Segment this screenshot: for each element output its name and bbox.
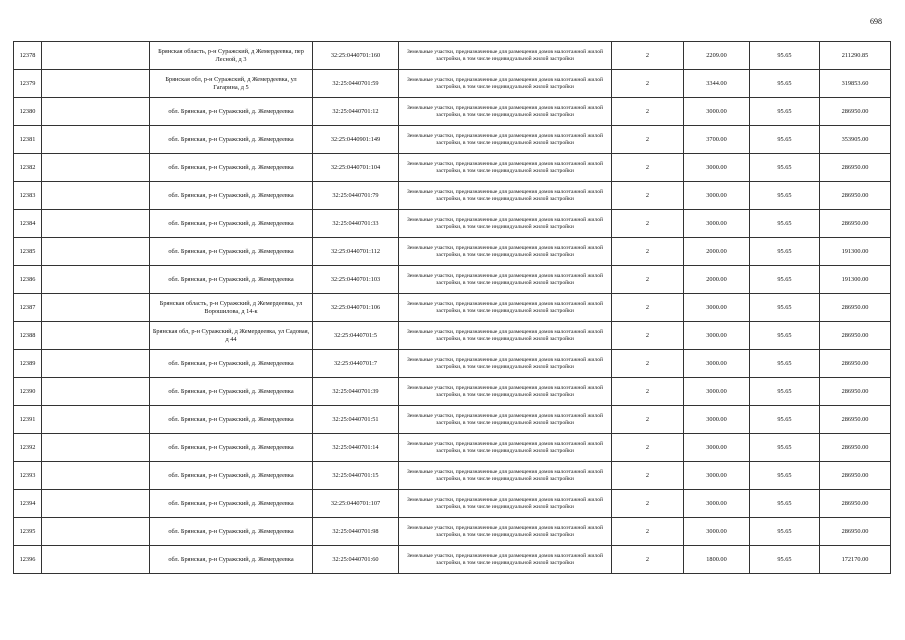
row-id-cell: 12396 [14,546,42,574]
empty-cell [42,126,150,154]
land-purpose-cell: Земельные участки, предназначенные для размещения домов малоэтажной жилой застройки, в том числе индивидуальной жилой застройки [399,518,612,546]
area-cell: 3000.00 [684,294,750,322]
cadastral-number-cell: 32:25:0440701:39 [313,378,399,406]
group-code-cell: 2 [612,462,684,490]
rate-cell: 95.65 [750,462,820,490]
table-row [14,462,891,490]
table-row [14,518,891,546]
rate-cell: 95.65 [750,98,820,126]
empty-cell [42,350,150,378]
cadastral-value-cell: 286950.00 [820,350,891,378]
rate-cell: 95.65 [750,350,820,378]
group-code-cell: 2 [612,126,684,154]
table-row [14,210,891,238]
land-purpose-cell: Земельные участки, предназначенные для размещения домов малоэтажной жилой застройки, в том числе индивидуальной жилой застройки [399,294,612,322]
rate-cell: 95.65 [750,518,820,546]
empty-cell [42,434,150,462]
cadastral-number-cell: 32:25:0440701:79 [313,182,399,210]
cadastral-value-cell: 286950.00 [820,322,891,350]
rate-cell: 95.65 [750,322,820,350]
address-cell: обл. Брянская, р-н Суражский, д. Жемердеевка [150,154,313,182]
row-id-cell: 12381 [14,126,42,154]
table-row [14,434,891,462]
address-cell: обл. Брянская, р-н Суражский, д. Жемердеевка [150,350,313,378]
cadastral-value-cell: 286950.00 [820,182,891,210]
rate-cell: 95.65 [750,434,820,462]
empty-cell [42,238,150,266]
empty-cell [42,462,150,490]
cadastral-value-cell: 286950.00 [820,462,891,490]
row-id-cell: 12390 [14,378,42,406]
row-id-cell: 12379 [14,70,42,98]
land-purpose-cell: Земельные участки, предназначенные для размещения домов малоэтажной жилой застройки, в том числе индивидуальной жилой застройки [399,322,612,350]
land-purpose-cell: Земельные участки, предназначенные для размещения домов малоэтажной жилой застройки, в том числе индивидуальной жилой застройки [399,182,612,210]
address-cell: Брянская область, р-н Суражский, д Жемердеевка, пер Лесной, д 3 [150,42,313,70]
area-cell: 3000.00 [684,462,750,490]
group-code-cell: 2 [612,406,684,434]
group-code-cell: 2 [612,154,684,182]
rate-cell: 95.65 [750,238,820,266]
cadastral-value-cell: 286950.00 [820,98,891,126]
group-code-cell: 2 [612,294,684,322]
group-code-cell: 2 [612,378,684,406]
empty-cell [42,182,150,210]
group-code-cell: 2 [612,210,684,238]
cadastral-value-cell: 286950.00 [820,154,891,182]
area-cell: 1800.00 [684,546,750,574]
land-purpose-cell: Земельные участки, предназначенные для размещения домов малоэтажной жилой застройки, в том числе индивидуальной жилой застройки [399,266,612,294]
address-cell: обл. Брянская, р-н Суражский, д. Жемердеевка [150,546,313,574]
land-purpose-cell: Земельные участки, предназначенные для размещения домов малоэтажной жилой застройки, в том числе индивидуальной жилой застройки [399,434,612,462]
table-row [14,154,891,182]
cadastral-number-cell: 32:25:0440701:7 [313,350,399,378]
group-code-cell: 2 [612,42,684,70]
cadastral-number-cell: 32:25:0440901:149 [313,126,399,154]
row-id-cell: 12395 [14,518,42,546]
table-row [14,70,891,98]
table-row [14,238,891,266]
cadastral-value-cell: 191300.00 [820,238,891,266]
empty-cell [42,294,150,322]
rate-cell: 95.65 [750,154,820,182]
empty-cell [42,322,150,350]
land-purpose-cell: Земельные участки, предназначенные для размещения домов малоэтажной жилой застройки, в том числе индивидуальной жилой застройки [399,70,612,98]
empty-cell [42,154,150,182]
area-cell: 3344.00 [684,70,750,98]
area-cell: 2000.00 [684,238,750,266]
table-row [14,350,891,378]
address-cell: обл. Брянская, р-н Суражский, д. Жемердеевка [150,266,313,294]
row-id-cell: 12393 [14,462,42,490]
address-cell: обл. Брянская, р-н Суражский, д. Жемердеевка [150,210,313,238]
address-cell: обл. Брянская, р-н Суражский, д. Жемердеевка [150,378,313,406]
address-cell: обл. Брянская, р-н Суражский, д. Жемердеевка [150,490,313,518]
table-row [14,98,891,126]
empty-cell [42,378,150,406]
table-row [14,378,891,406]
address-cell: обл. Брянская, р-н Суражский, д. Жемердеевка [150,462,313,490]
table-row [14,266,891,294]
cadastral-number-cell: 32:25:0440701:98 [313,518,399,546]
rate-cell: 95.65 [750,406,820,434]
empty-cell [42,518,150,546]
address-cell: обл. Брянская, р-н Суражский, д. Жемердеевка [150,126,313,154]
cadastral-value-cell: 191300.00 [820,266,891,294]
table-row [14,490,891,518]
area-cell: 3000.00 [684,350,750,378]
area-cell: 3000.00 [684,98,750,126]
cadastral-value-cell: 172170.00 [820,546,891,574]
address-cell: обл. Брянская, р-н Суражский, д. Жемердеевка [150,98,313,126]
table-body [14,42,891,574]
cadastral-number-cell: 32:25:0440701:160 [313,42,399,70]
rate-cell: 95.65 [750,266,820,294]
cadastral-value-cell: 286950.00 [820,518,891,546]
land-purpose-cell: Земельные участки, предназначенные для размещения домов малоэтажной жилой застройки, в том числе индивидуальной жилой застройки [399,42,612,70]
land-purpose-cell: Земельные участки, предназначенные для размещения домов малоэтажной жилой застройки, в том числе индивидуальной жилой застройки [399,154,612,182]
area-cell: 2000.00 [684,266,750,294]
area-cell: 3000.00 [684,182,750,210]
cadastral-number-cell: 32:25:0440701:104 [313,154,399,182]
rate-cell: 95.65 [750,182,820,210]
rate-cell: 95.65 [750,294,820,322]
row-id-cell: 12386 [14,266,42,294]
address-cell: обл. Брянская, р-н Суражский, д. Жемердеевка [150,406,313,434]
row-id-cell: 12388 [14,322,42,350]
page-number: 698 [870,17,882,26]
group-code-cell: 2 [612,490,684,518]
area-cell: 3000.00 [684,378,750,406]
cadastral-number-cell: 32:25:0440701:60 [313,546,399,574]
area-cell: 3000.00 [684,518,750,546]
row-id-cell: 12382 [14,154,42,182]
row-id-cell: 12384 [14,210,42,238]
address-cell: Брянская область, р-н Суражский, д Жемердеевка, ул Ворошилова, д 14-к [150,294,313,322]
empty-cell [42,98,150,126]
land-purpose-cell: Земельные участки, предназначенные для размещения домов малоэтажной жилой застройки, в том числе индивидуальной жилой застройки [399,406,612,434]
rate-cell: 95.65 [750,210,820,238]
group-code-cell: 2 [612,98,684,126]
area-cell: 3000.00 [684,322,750,350]
table-row [14,126,891,154]
table-row [14,322,891,350]
group-code-cell: 2 [612,350,684,378]
land-purpose-cell: Земельные участки, предназначенные для размещения домов малоэтажной жилой застройки, в том числе индивидуальной жилой застройки [399,546,612,574]
cadastral-number-cell: 32:25:0440701:51 [313,406,399,434]
group-code-cell: 2 [612,518,684,546]
address-cell: обл. Брянская, р-н Суражский, д. Жемердеевка [150,518,313,546]
cadastral-value-cell: 286950.00 [820,490,891,518]
cadastral-number-cell: 32:25:0440701:12 [313,98,399,126]
land-purpose-cell: Земельные участки, предназначенные для размещения домов малоэтажной жилой застройки, в том числе индивидуальной жилой застройки [399,378,612,406]
land-purpose-cell: Земельные участки, предназначенные для размещения домов малоэтажной жилой застройки, в том числе индивидуальной жилой застройки [399,210,612,238]
table-row [14,406,891,434]
group-code-cell: 2 [612,70,684,98]
cadastral-value-cell: 286950.00 [820,378,891,406]
cadastral-number-cell: 32:25:0440701:5 [313,322,399,350]
address-cell: Брянская обл, р-н Суражский, д Жемердеевка, ул Гагарина, д 5 [150,70,313,98]
empty-cell [42,490,150,518]
row-id-cell: 12392 [14,434,42,462]
land-purpose-cell: Земельные участки, предназначенные для размещения домов малоэтажной жилой застройки, в том числе индивидуальной жилой застройки [399,238,612,266]
land-purpose-cell: Земельные участки, предназначенные для размещения домов малоэтажной жилой застройки, в том числе индивидуальной жилой застройки [399,350,612,378]
cadastral-value-cell: 353905.00 [820,126,891,154]
area-cell: 2209.00 [684,42,750,70]
cadastral-number-cell: 32:25:0440701:106 [313,294,399,322]
group-code-cell: 2 [612,434,684,462]
table-row [14,42,891,70]
table-row [14,546,891,574]
cadastral-number-cell: 32:25:0440701:33 [313,210,399,238]
empty-cell [42,406,150,434]
cadastral-number-cell: 32:25:0440701:15 [313,462,399,490]
cadastral-value-cell: 211290.85 [820,42,891,70]
address-cell: обл. Брянская, р-н Суражский, д. Жемердеевка [150,182,313,210]
row-id-cell: 12385 [14,238,42,266]
cadastral-number-cell: 32:25:0440701:107 [313,490,399,518]
row-id-cell: 12380 [14,98,42,126]
address-cell: обл. Брянская, р-н Суражский, д. Жемердеевка [150,434,313,462]
rate-cell: 95.65 [750,70,820,98]
cadastral-number-cell: 32:25:0440701:14 [313,434,399,462]
area-cell: 3700.00 [684,126,750,154]
empty-cell [42,266,150,294]
group-code-cell: 2 [612,182,684,210]
rate-cell: 95.65 [750,42,820,70]
cadastral-value-cell: 319853.60 [820,70,891,98]
rate-cell: 95.65 [750,490,820,518]
group-code-cell: 2 [612,238,684,266]
rate-cell: 95.65 [750,126,820,154]
cadastral-value-cell: 286950.00 [820,406,891,434]
land-purpose-cell: Земельные участки, предназначенные для размещения домов малоэтажной жилой застройки, в том числе индивидуальной жилой застройки [399,462,612,490]
row-id-cell: 12387 [14,294,42,322]
address-cell: Брянская обл, р-н Суражский, д Жемердеевка, ул Садовая, д 44 [150,322,313,350]
area-cell: 3000.00 [684,434,750,462]
land-purpose-cell: Земельные участки, предназначенные для размещения домов малоэтажной жилой застройки, в том числе индивидуальной жилой застройки [399,126,612,154]
empty-cell [42,70,150,98]
land-purpose-cell: Земельные участки, предназначенные для размещения домов малоэтажной жилой застройки, в том числе индивидуальной жилой застройки [399,490,612,518]
area-cell: 3000.00 [684,490,750,518]
area-cell: 3000.00 [684,154,750,182]
land-purpose-cell: Земельные участки, предназначенные для размещения домов малоэтажной жилой застройки, в том числе индивидуальной жилой застройки [399,98,612,126]
cadastral-value-cell: 286950.00 [820,210,891,238]
cadastral-number-cell: 32:25:0440701:103 [313,266,399,294]
cadastral-number-cell: 32:25:0440701:112 [313,238,399,266]
cadastral-value-cell: 286950.00 [820,294,891,322]
cadastral-registry-table [13,41,891,574]
row-id-cell: 12394 [14,490,42,518]
area-cell: 3000.00 [684,210,750,238]
row-id-cell: 12389 [14,350,42,378]
address-cell: обл. Брянская, р-н Суражский, д. Жемердеевка [150,238,313,266]
row-id-cell: 12391 [14,406,42,434]
empty-cell [42,546,150,574]
row-id-cell: 12383 [14,182,42,210]
area-cell: 3000.00 [684,406,750,434]
rate-cell: 95.65 [750,546,820,574]
group-code-cell: 2 [612,546,684,574]
cadastral-number-cell: 32:25:0440701:59 [313,70,399,98]
cadastral-value-cell: 286950.00 [820,434,891,462]
group-code-cell: 2 [612,322,684,350]
row-id-cell: 12378 [14,42,42,70]
table-row [14,294,891,322]
group-code-cell: 2 [612,266,684,294]
table-row [14,182,891,210]
empty-cell [42,42,150,70]
empty-cell [42,210,150,238]
rate-cell: 95.65 [750,378,820,406]
